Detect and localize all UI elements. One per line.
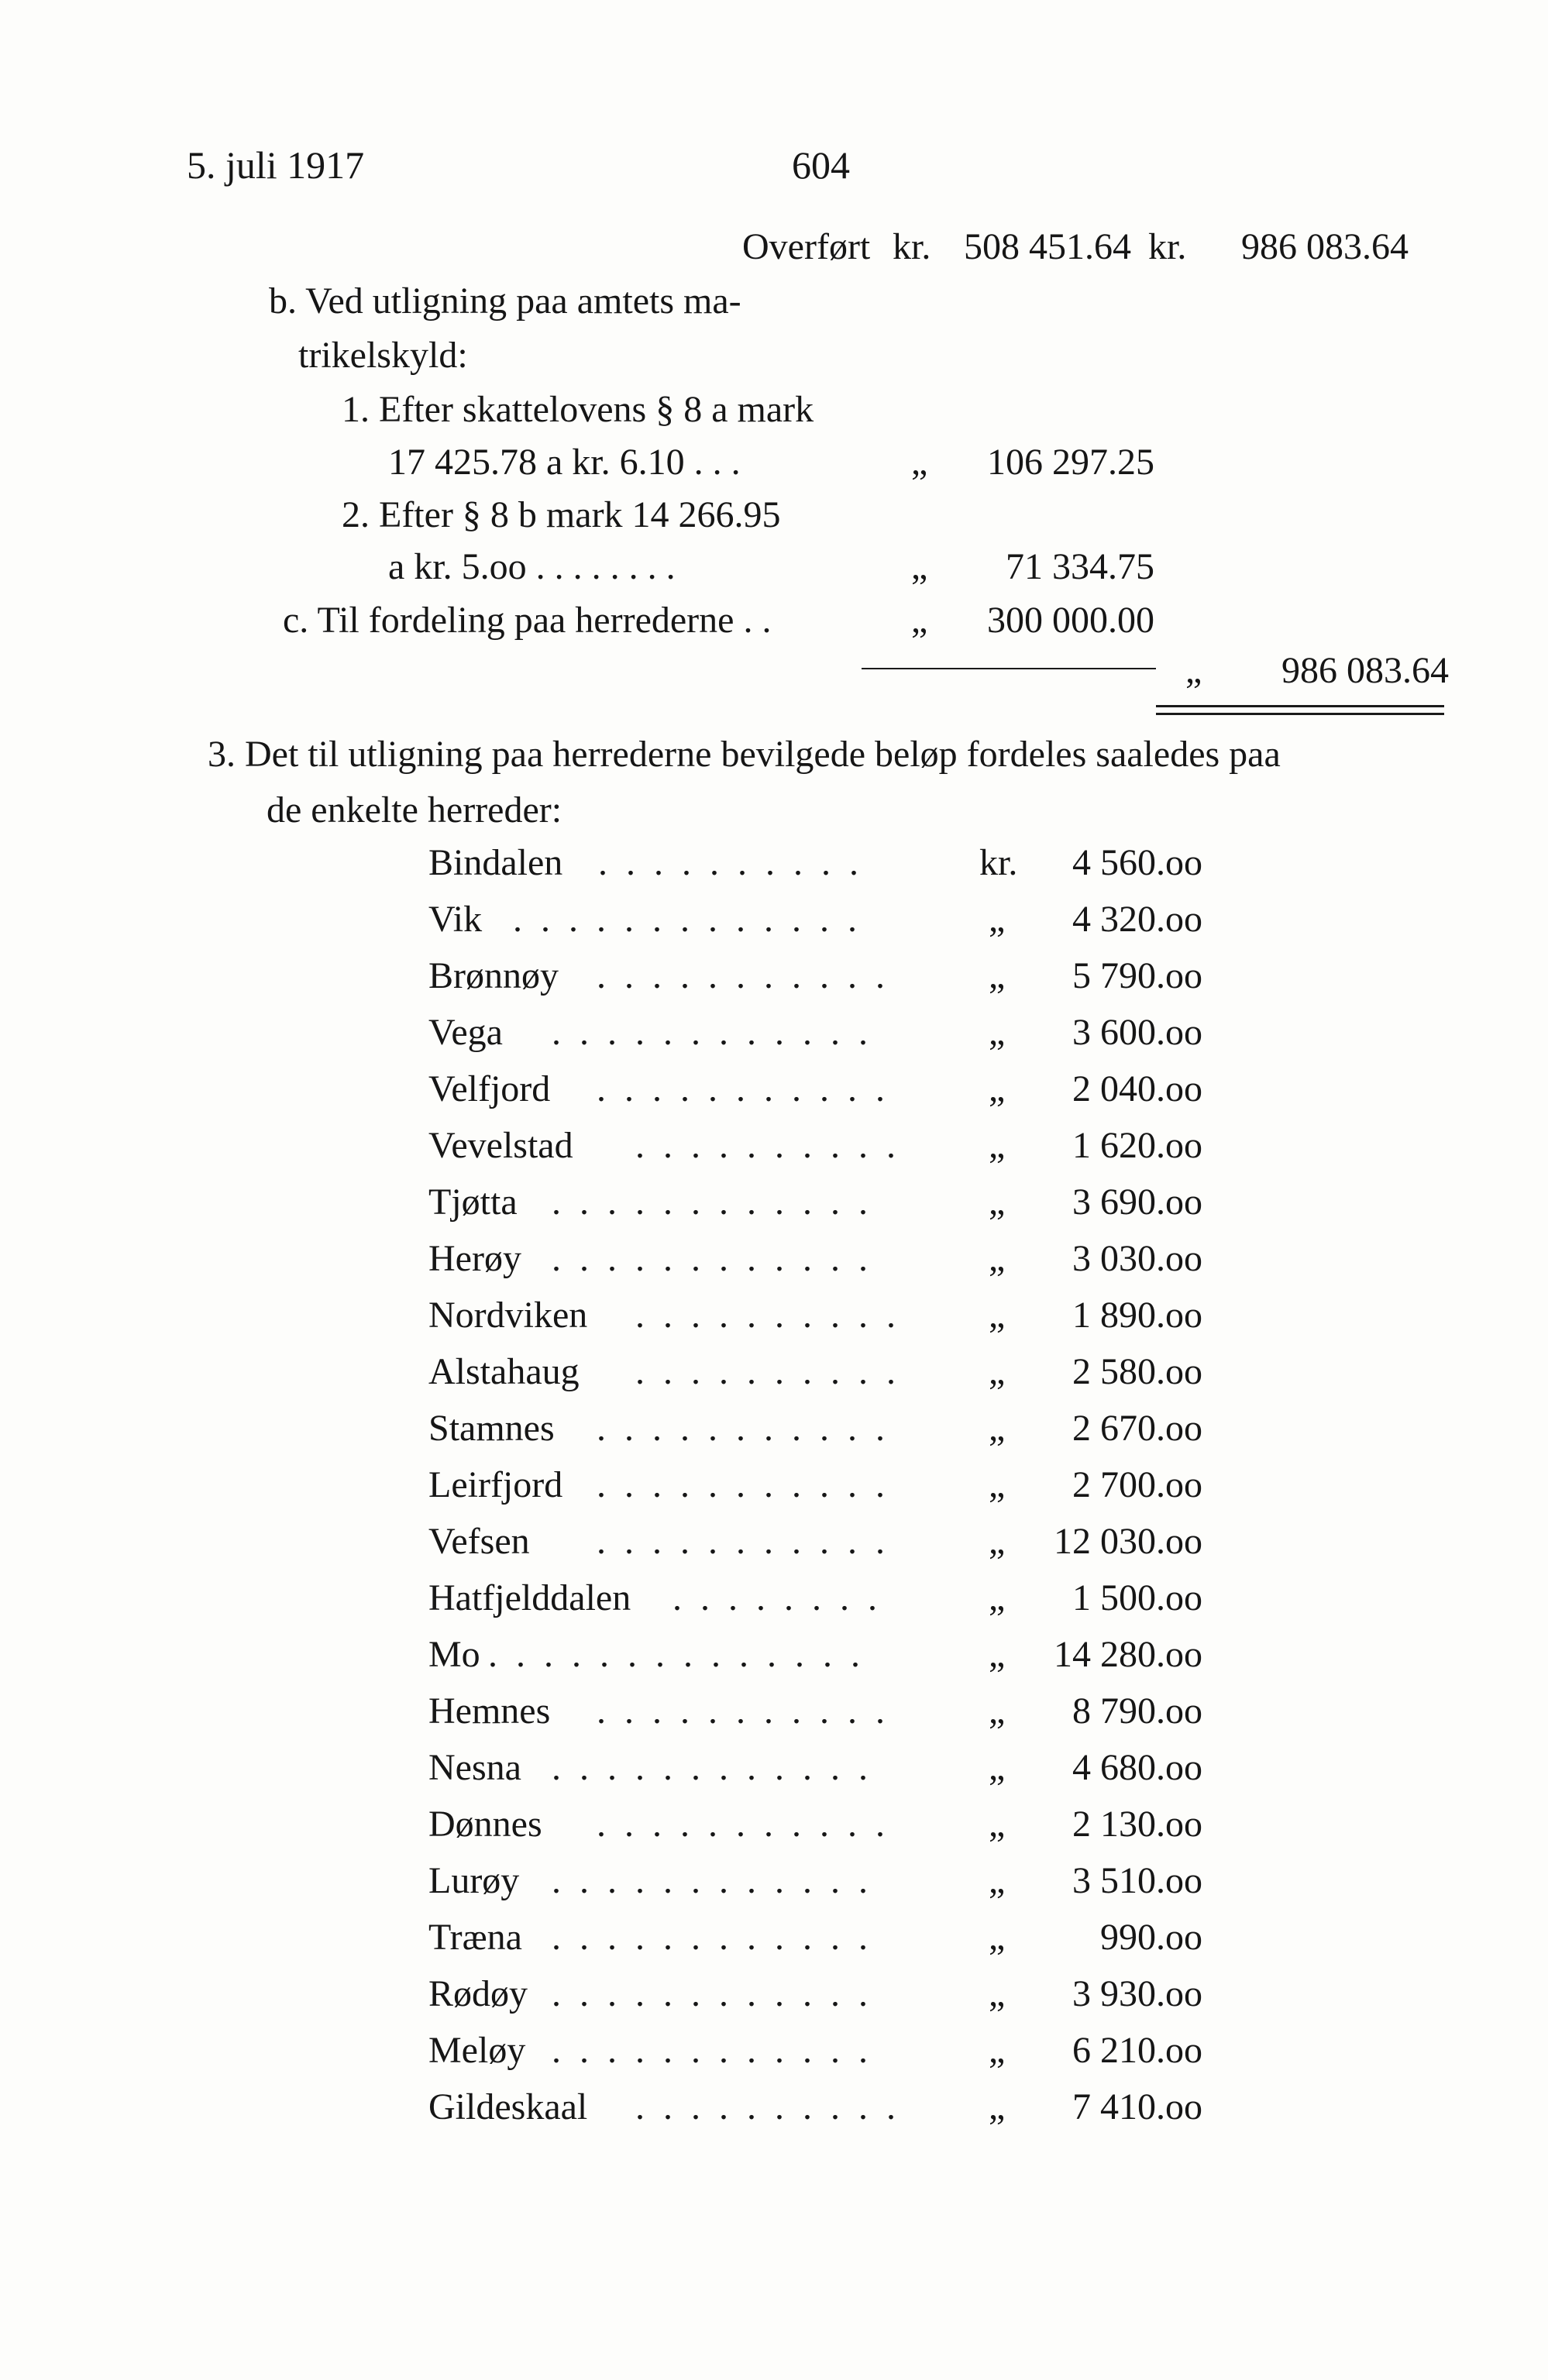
district-amount: 1 500.oo bbox=[1072, 1577, 1202, 1618]
district-currency: „ bbox=[989, 1464, 1006, 1505]
district-name: Træna bbox=[428, 1917, 522, 1958]
district-amount: 4 320.oo bbox=[1072, 899, 1202, 940]
district-amount: 2 700.oo bbox=[1072, 1464, 1202, 1505]
district-name: Nesna bbox=[428, 1747, 521, 1788]
district-currency: „ bbox=[989, 1068, 1006, 1109]
district-amount: 5 790.oo bbox=[1072, 955, 1202, 996]
district-name: Tjøtta bbox=[428, 1181, 518, 1223]
section-b-item-1-amount: 106 297.25 bbox=[987, 442, 1154, 483]
district-name: Lurøy bbox=[428, 1860, 520, 1901]
district-currency: „ bbox=[989, 1012, 1006, 1053]
district-name: Hemnes bbox=[428, 1690, 551, 1732]
section-b-item-2-line-2: a kr. 5.oo . . . . . . . . bbox=[388, 546, 676, 587]
district-name: Dønnes bbox=[428, 1804, 542, 1845]
subtotal-rule bbox=[862, 668, 1156, 669]
carry-amount-1: 508 451.64 bbox=[964, 226, 1131, 267]
leader-dots: . . . . . . . . . . . bbox=[597, 955, 889, 996]
district-currency: „ bbox=[989, 1634, 1006, 1675]
leader-dots: . . . . . . . . . . bbox=[635, 1125, 900, 1166]
district-currency: „ bbox=[989, 1690, 1006, 1732]
leader-dots: . . . . . . . . . . . . . . bbox=[488, 1634, 865, 1675]
leader-dots: . . . . . . . . . . . bbox=[597, 1408, 889, 1449]
district-amount: 12 030.oo bbox=[1054, 1521, 1202, 1562]
section-b-line-1: b. Ved utligning paa amtets ma- bbox=[269, 280, 741, 322]
district-name: Vega bbox=[428, 1012, 503, 1053]
leader-dots: . . . . . . . . . . . bbox=[597, 1068, 889, 1109]
district-name: Gildeskaal bbox=[428, 2086, 588, 2127]
district-amount: 3 690.oo bbox=[1072, 1181, 1202, 1223]
district-currency: „ bbox=[989, 1917, 1006, 1958]
district-currency: kr. bbox=[979, 842, 1018, 883]
district-currency: „ bbox=[989, 1804, 1006, 1845]
leader-dots: . . . . . . . . . . . . bbox=[552, 1238, 872, 1279]
leader-dots: . . . . . . . . . . . . bbox=[552, 1860, 872, 1901]
district-amount: 4 560.oo bbox=[1072, 842, 1202, 883]
district-currency: „ bbox=[989, 1238, 1006, 1279]
section-c-line: c. Til fordeling paa herrederne . . bbox=[283, 600, 772, 641]
district-amount: 1 620.oo bbox=[1072, 1125, 1202, 1166]
district-amount: 2 130.oo bbox=[1072, 1804, 1202, 1845]
district-name: Herøy bbox=[428, 1238, 521, 1279]
district-currency: „ bbox=[989, 2030, 1006, 2071]
section-b-item-1-ditto: „ bbox=[911, 442, 928, 483]
district-currency: „ bbox=[989, 899, 1006, 940]
carry-label: Overført bbox=[742, 226, 871, 267]
district-amount: 3 600.oo bbox=[1072, 1012, 1202, 1053]
district-name: Vefsen bbox=[428, 1521, 530, 1562]
district-name: Mo bbox=[428, 1634, 480, 1675]
district-name: Vik bbox=[428, 899, 483, 940]
district-name: Brønnøy bbox=[428, 955, 559, 996]
district-name: Meløy bbox=[428, 2030, 526, 2071]
district-amount: 990.oo bbox=[1100, 1917, 1202, 1958]
carry-currency-1: kr. bbox=[893, 226, 931, 267]
leader-dots: . . . . . . . . . . . bbox=[597, 1464, 889, 1505]
section-b-item-1-line-1: 1. Efter skattelovens § 8 a mark bbox=[342, 389, 814, 430]
section-c-ditto: „ bbox=[911, 600, 928, 641]
page-date: 5. juli 1917 bbox=[187, 143, 365, 187]
section-b-item-1-line-2: 17 425.78 a kr. 6.10 . . . bbox=[388, 442, 741, 483]
leader-dots: . . . . . . . . . . . . . bbox=[513, 899, 862, 940]
section-b-item-2-amount: 71 334.75 bbox=[1006, 546, 1154, 587]
district-amount: 7 410.oo bbox=[1072, 2086, 1202, 2127]
district-name: Velfjord bbox=[428, 1068, 551, 1109]
district-amount: 14 280.oo bbox=[1054, 1634, 1202, 1675]
leader-dots: . . . . . . . . . . bbox=[635, 1295, 900, 1336]
carry-currency-2: kr. bbox=[1148, 226, 1187, 267]
district-currency: „ bbox=[989, 1577, 1006, 1618]
section-c-amount: 300 000.00 bbox=[987, 600, 1154, 641]
district-name: Stamnes bbox=[428, 1408, 555, 1449]
leader-dots: . . . . . . . . . . bbox=[635, 2086, 900, 2127]
leader-dots: . . . . . . . . . . . bbox=[597, 1521, 889, 1562]
leader-dots: . . . . . . . . . . bbox=[598, 842, 863, 883]
district-amount: 8 790.oo bbox=[1072, 1690, 1202, 1732]
section-b-item-2-ditto: „ bbox=[911, 546, 928, 587]
district-currency: „ bbox=[989, 1351, 1006, 1392]
leader-dots: . . . . . . . . . . . . bbox=[552, 1747, 872, 1788]
district-amount: 2 670.oo bbox=[1072, 1408, 1202, 1449]
district-currency: „ bbox=[989, 1973, 1006, 2014]
district-amount: 4 680.oo bbox=[1072, 1747, 1202, 1788]
total-double-rule-top bbox=[1156, 705, 1444, 707]
district-name: Leirfjord bbox=[428, 1464, 563, 1505]
leader-dots: . . . . . . . . . . . . bbox=[552, 1181, 872, 1223]
district-currency: „ bbox=[989, 2086, 1006, 2127]
carry-amount-2: 986 083.64 bbox=[1241, 226, 1409, 267]
district-name: Bindalen bbox=[428, 842, 563, 883]
section-b-item-2-line-1: 2. Efter § 8 b mark 14 266.95 bbox=[342, 494, 781, 535]
district-amount: 3 930.oo bbox=[1072, 1973, 1202, 2014]
district-currency: „ bbox=[989, 1125, 1006, 1166]
total-ditto: „ bbox=[1185, 650, 1202, 691]
district-name: Rødøy bbox=[428, 1973, 528, 2014]
total-double-rule-bottom bbox=[1156, 713, 1444, 715]
district-currency: „ bbox=[989, 1408, 1006, 1449]
district-amount: 1 890.oo bbox=[1072, 1295, 1202, 1336]
total-amount: 986 083.64 bbox=[1281, 650, 1449, 691]
leader-dots: . . . . . . . . . . . . bbox=[552, 1917, 872, 1958]
section-3-line-1: 3. Det til utligning paa herrederne bevilgede beløp fordeles saaledes paa bbox=[208, 734, 1281, 775]
district-name: Hatfjelddalen bbox=[428, 1577, 631, 1618]
district-amount: 2 040.oo bbox=[1072, 1068, 1202, 1109]
district-currency: „ bbox=[989, 1181, 1006, 1223]
leader-dots: . . . . . . . . . . bbox=[635, 1351, 900, 1392]
leader-dots: . . . . . . . . bbox=[673, 1577, 882, 1618]
page-number: 604 bbox=[792, 143, 850, 187]
district-currency: „ bbox=[989, 955, 1006, 996]
district-name: Vevelstad bbox=[428, 1125, 573, 1166]
district-currency: „ bbox=[989, 1747, 1006, 1788]
leader-dots: . . . . . . . . . . . bbox=[597, 1690, 889, 1732]
district-amount: 3 510.oo bbox=[1072, 1860, 1202, 1901]
district-amount: 2 580.oo bbox=[1072, 1351, 1202, 1392]
district-name: Nordviken bbox=[428, 1295, 588, 1336]
leader-dots: . . . . . . . . . . . . bbox=[552, 1973, 872, 2014]
district-amount: 6 210.oo bbox=[1072, 2030, 1202, 2071]
district-currency: „ bbox=[989, 1521, 1006, 1562]
section-3-line-2: de enkelte herreder: bbox=[267, 789, 562, 831]
leader-dots: . . . . . . . . . . . bbox=[597, 1804, 889, 1845]
district-name: Alstahaug bbox=[428, 1351, 580, 1392]
district-amount: 3 030.oo bbox=[1072, 1238, 1202, 1279]
leader-dots: . . . . . . . . . . . . bbox=[552, 2030, 872, 2071]
section-b-line-2: trikelskyld: bbox=[298, 335, 468, 376]
district-currency: „ bbox=[989, 1295, 1006, 1336]
district-currency: „ bbox=[989, 1860, 1006, 1901]
leader-dots: . . . . . . . . . . . . bbox=[552, 1012, 872, 1053]
